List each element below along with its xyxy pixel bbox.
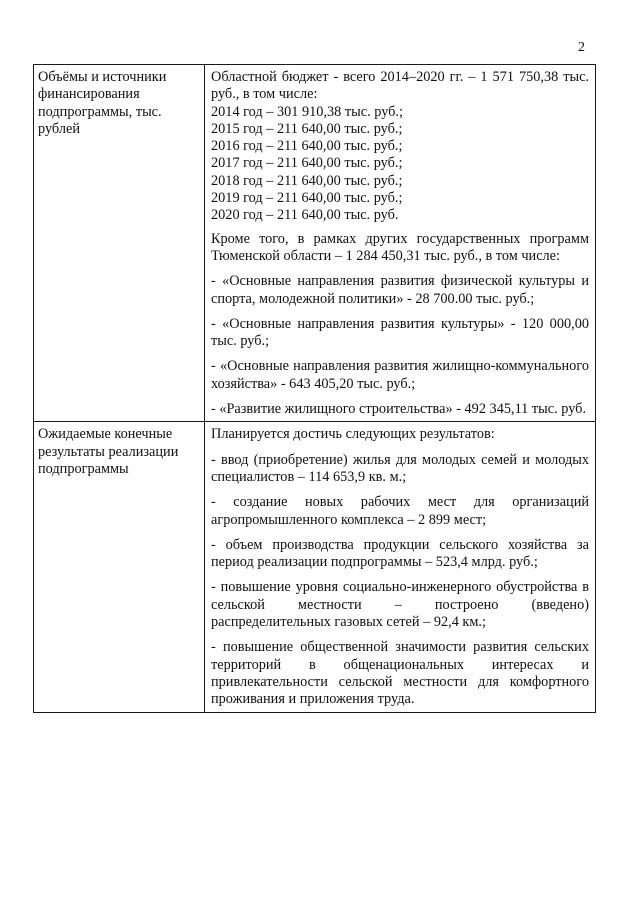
budget-intro: Областной бюджет - всего 2014–2020 гг. – 1 571 750,38 тыс. руб., в том числе: [211,69,589,103]
table-row-financing [34,65,596,422]
budget-block [211,69,589,225]
page-number: 2 [578,40,585,55]
table-row-results [34,422,596,712]
result-item: - повышение общественной значимости развития сельских территорий в общенациональных интересах и привлекательности сельской местности для комфортного проживания и приложения труда. [211,639,589,708]
budget-year-2017: 2017 год – 211 640,00 тыс. руб.; [211,155,403,172]
results-intro: Планируется достичь следующих результатов: [211,426,495,443]
result-item: - создание новых рабочих мест для организаций агропромышленного комплекса – 2 899 мест; [211,494,589,528]
financing-content-cell [205,65,596,422]
result-item: - повышение уровня социально-инженерного обустройства в сельской местности – построено (введено) распределительных газовых сетей – 92,4 км.; [211,579,589,631]
financing-label-cell [34,65,205,422]
budget-year-2016: 2016 год – 211 640,00 тыс. руб.; [211,138,403,155]
other-program-item: - «Развитие жилищного строительства» - 492 345,11 тыс. руб. [211,401,587,418]
result-item: - объем производства продукции сельского хозяйства за период реализации подпрограммы – 523,4 млрд. руб.; [211,536,589,571]
results-label-cell [34,422,205,712]
financing-label: Объёмы и источники финансирования подпрограммы, тыс. рублей [38,69,167,137]
budget-year-2015: 2015 год – 211 640,00 тыс. руб.; [211,120,403,137]
other-program-item: - «Основные направления развития жилищно-коммунального хозяйства» - 643 405,20 тыс. руб.; [211,358,589,392]
subprogram-passport-table [33,64,596,713]
other-program-item: - «Основные направления развития физической культуры и спорта, молодежной политики» - 28 700.00 тыс. руб.; [211,273,589,307]
results-label: Ожидаемые конечные результаты реализации подпрограммы [38,426,179,477]
results-content-cell [205,422,596,712]
budget-year-2018: 2018 год – 211 640,00 тыс. руб.; [211,172,403,189]
budget-year-2020: 2020 год – 211 640,00 тыс. руб. [211,207,399,224]
budget-year-2014: 2014 год – 301 910,38 тыс. руб.; [211,103,403,120]
other-program-item: - «Основные направления развития культуры» - 120 000,00 тыс. руб.; [211,315,589,350]
other-programs-intro: Кроме того, в рамках других государственных программ Тюменской области – 1 284 450,31 тыс. руб., в том числе: [211,230,589,264]
other-programs-block [211,231,589,419]
result-item: - ввод (приобретение) жилья для молодых семей и молодых специалистов – 114 653,9 кв. м.; [211,451,589,485]
budget-year-2019: 2019 год – 211 640,00 тыс. руб.; [211,190,403,207]
